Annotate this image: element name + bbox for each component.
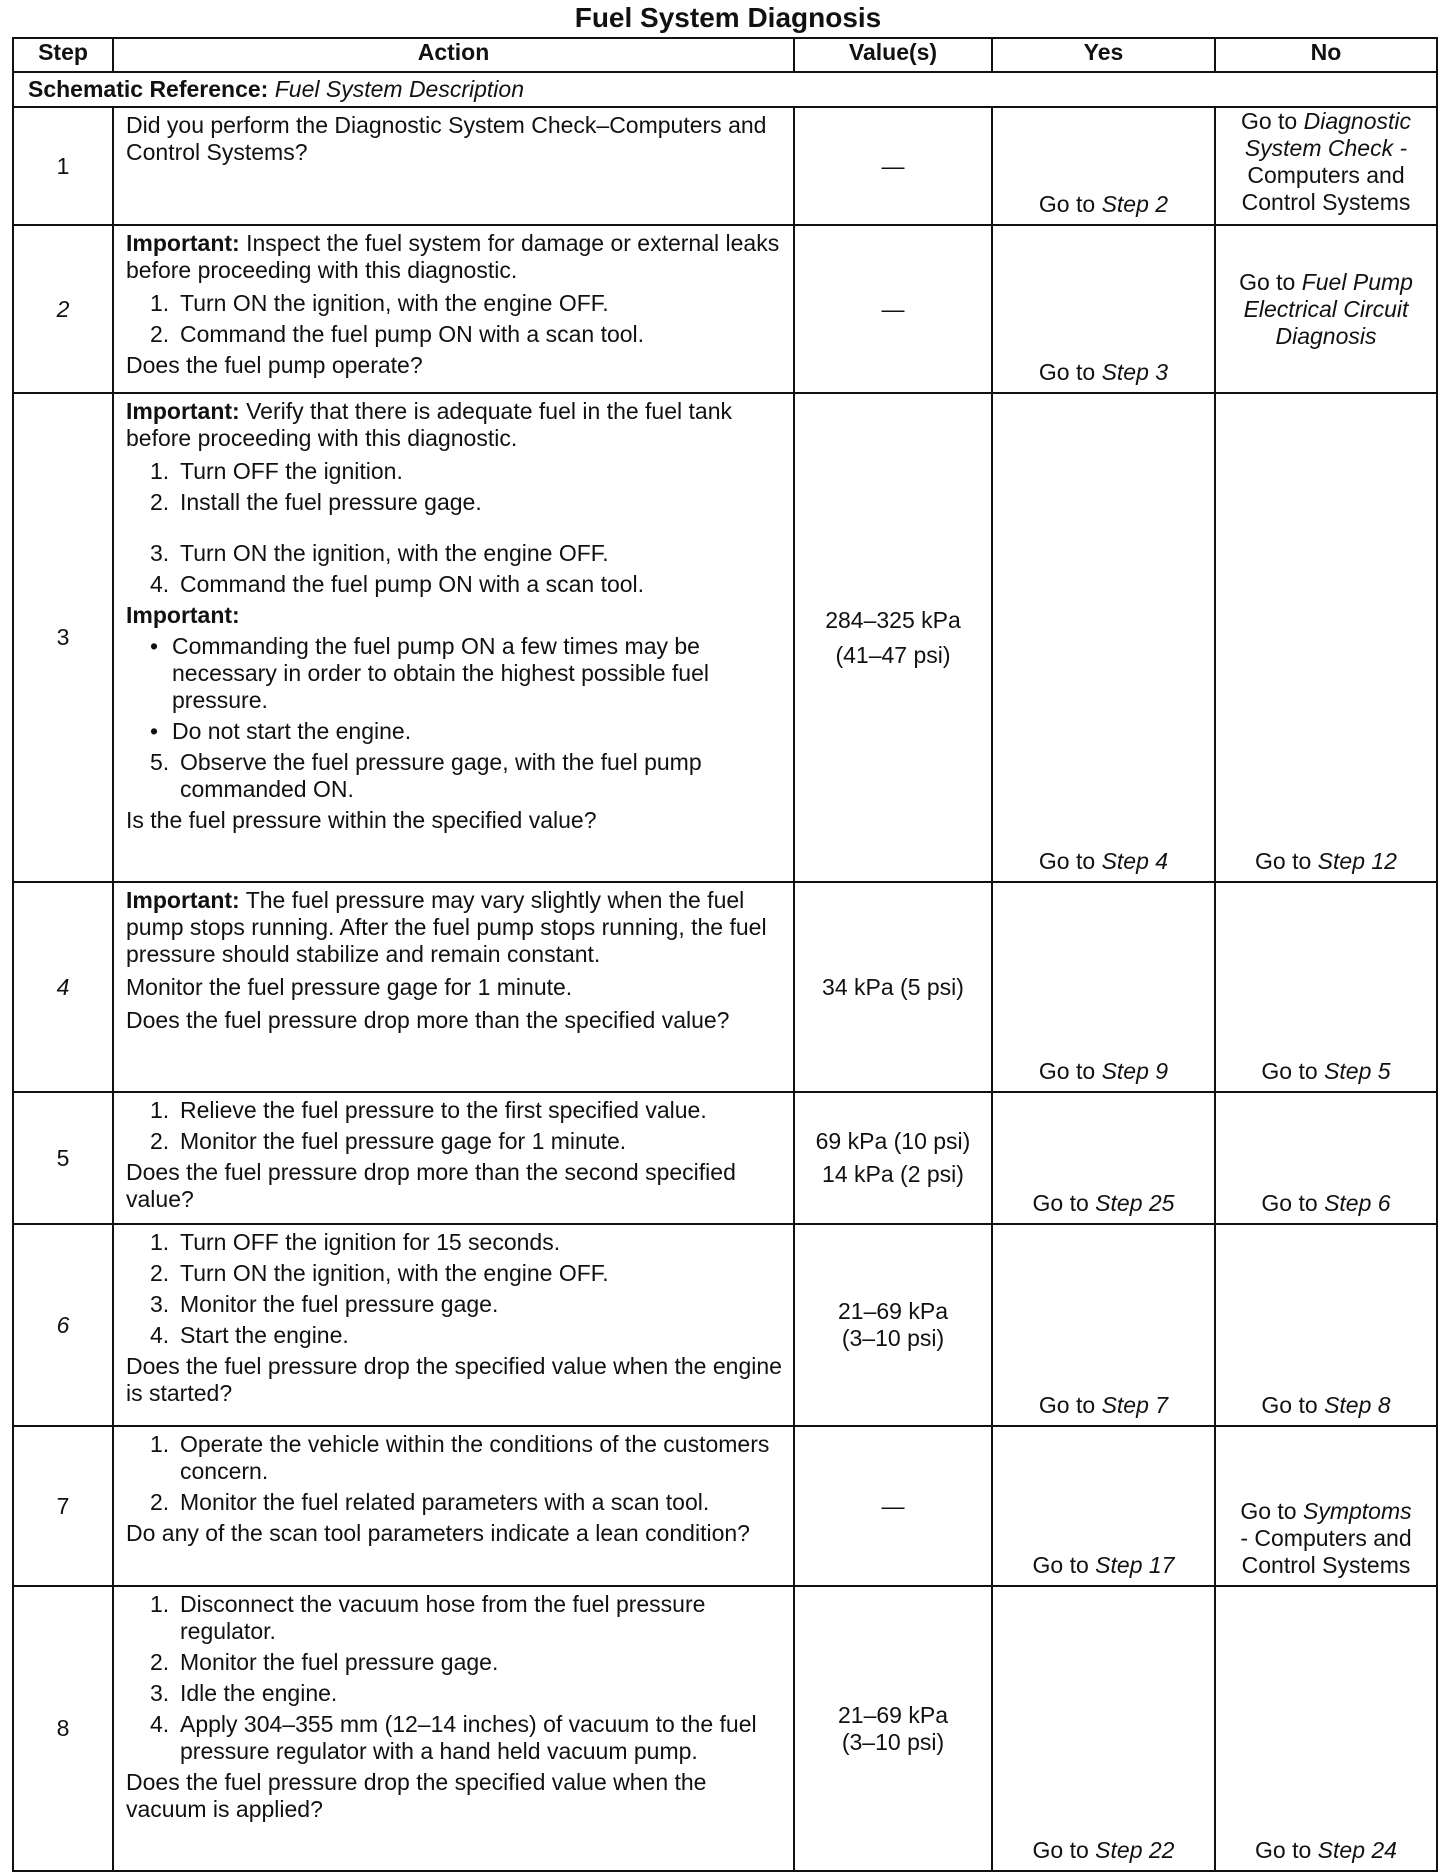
schematic-reference [13, 72, 1437, 107]
schematic-label: Schematic Reference: [28, 76, 269, 102]
list-item-text: Turn OFF the ignition. [180, 458, 403, 484]
no-link[interactable]: Step 8 [1324, 1392, 1391, 1418]
table-row [13, 225, 1437, 393]
go-to-label: Go to [1038, 359, 1096, 385]
important-label: Important: [126, 602, 240, 628]
no-cell [1215, 393, 1437, 882]
go-to-label: Go to [1240, 1498, 1297, 1524]
yes-cell [992, 1224, 1215, 1426]
step-number: 8 [13, 1586, 113, 1871]
yes-link[interactable]: Step 17 [1095, 1552, 1175, 1578]
go-to-label: Go to [1261, 1392, 1318, 1418]
yes-link[interactable]: Step 9 [1101, 1058, 1169, 1084]
table-row [13, 882, 1437, 1092]
value-cell: — [794, 225, 992, 393]
step-number-text: 6 [56, 1311, 70, 1338]
list-item-text: Apply 304–355 mm (12–14 inches) of vacuum to the fuel pressure regulator with a hand held vacuum pump. [180, 1711, 757, 1764]
list-item-text: Turn OFF the ignition for 15 seconds. [180, 1229, 561, 1255]
yes-link[interactable]: Step 3 [1101, 359, 1169, 385]
action-cell [113, 1092, 794, 1224]
list-item: 1. Relieve the fuel pressure to the first specified value. [150, 1097, 707, 1123]
no-link[interactable]: Step 5 [1324, 1058, 1391, 1084]
list-item: 3. Turn ON the ignition, with the engine OFF. [150, 540, 609, 566]
no-link[interactable]: Step 12 [1317, 848, 1397, 874]
list-item: 2. Monitor the fuel pressure gage. [150, 1649, 499, 1675]
list-item-text: Start the engine. [180, 1322, 349, 1348]
no-cell [1215, 1092, 1437, 1224]
go-to-label: Go to [1038, 1058, 1096, 1084]
value-secondary: (3–10 psi) [841, 1728, 945, 1755]
list-item-text: Disconnect the vacuum hose from the fuel pressure regulator. [180, 1591, 706, 1644]
step-number: 1 [13, 107, 113, 225]
value-cell [794, 1092, 992, 1224]
header-no: No [1215, 38, 1437, 72]
value-cell: 34 kPa (5 psi) [794, 882, 992, 1092]
list-item: 2. Monitor the fuel related parameters with a scan tool. [150, 1489, 710, 1515]
bullet-item: • Do not start the engine. [150, 718, 412, 744]
instruction-text: Monitor the fuel pressure gage for 1 minute. [126, 974, 573, 1000]
go-to-label: Go to [1038, 848, 1096, 874]
go-to-label: Go to [1032, 1552, 1089, 1578]
question: Do any of the scan tool parameters indicate a lean condition? [126, 1520, 750, 1546]
list-item-text: Relieve the fuel pressure to the first specified value. [180, 1097, 707, 1123]
header-action: Action [113, 38, 794, 72]
step-number-text: 4 [56, 973, 70, 1000]
page-title: Fuel System Diagnosis [574, 2, 882, 33]
no-link[interactable]: Step 24 [1317, 1837, 1397, 1863]
no-cell [1215, 882, 1437, 1092]
important-note [126, 887, 783, 968]
important-note [126, 230, 783, 284]
step-number-text: 2 [56, 295, 70, 322]
list-item: 2. Install the fuel pressure gage. [150, 489, 482, 515]
step-number [13, 882, 113, 1092]
go-to-label: Go to [1038, 1392, 1096, 1418]
question: Is the fuel pressure within the specified value? [126, 807, 597, 833]
no-cell [1215, 107, 1437, 225]
header-values: Value(s) [794, 38, 992, 72]
list-item: 1. Disconnect the vacuum hose from the fuel pressure regulator. [150, 1591, 783, 1645]
step-number [13, 1224, 113, 1426]
list-item-text: Install the fuel pressure gage. [180, 489, 482, 515]
question: Did you perform the Diagnostic System Check–Computers and Control Systems? [126, 112, 767, 165]
list-item: 3. Monitor the fuel pressure gage. [150, 1291, 499, 1317]
yes-link[interactable]: Step 7 [1101, 1392, 1169, 1418]
question: Does the fuel pressure drop the specified value when the engine is started? [126, 1353, 782, 1406]
list-item: 1. Turn OFF the ignition. [150, 458, 403, 484]
yes-link[interactable]: Step 25 [1095, 1190, 1175, 1216]
list-item-text: Monitor the fuel pressure gage. [180, 1649, 499, 1675]
list-item-text: Monitor the fuel pressure gage. [180, 1291, 499, 1317]
header-row [13, 38, 1437, 72]
bullet-text: Commanding the fuel pump ON a few times may be necessary in order to obtain the highest possible fuel pressure. [172, 633, 709, 713]
step-number: 3 [13, 393, 113, 882]
no-text: Computers and Control Systems [1241, 162, 1411, 215]
value-secondary: (41–47 psi) [835, 641, 951, 668]
go-to-label: Go to [1255, 1837, 1312, 1863]
list-item-text: Observe the fuel pressure gage, with the fuel pump commanded ON. [180, 749, 702, 802]
yes-link[interactable]: Step 22 [1095, 1837, 1175, 1863]
list-item-text: Turn ON the ignition, with the engine OFF. [180, 540, 609, 566]
action-cell [113, 107, 794, 225]
list-item-text: Monitor the fuel pressure gage for 1 minute. [180, 1128, 627, 1154]
bullet-item: • Commanding the fuel pump ON a few times may be necessary in order to obtain the highest possible fuel pressure. [150, 633, 783, 714]
action-cell [113, 882, 794, 1092]
list-item: 2. Monitor the fuel pressure gage for 1 minute. [150, 1128, 627, 1154]
value-cell [794, 1224, 992, 1426]
list-item: 1. Turn ON the ignition, with the engine OFF. [150, 290, 609, 316]
schematic-row [13, 72, 1437, 107]
table-row [13, 107, 1437, 225]
question: Does the fuel pressure drop more than the specified value? [126, 1007, 730, 1033]
go-to-label: Go to [1038, 191, 1096, 217]
yes-cell [992, 107, 1215, 225]
important-label: Important: [126, 887, 240, 913]
list-item: 4. Command the fuel pump ON with a scan tool. [150, 571, 645, 597]
list-item-text: Command the fuel pump ON with a scan tool. [180, 321, 645, 347]
table-row [13, 393, 1437, 882]
list-item: 4. Apply 304–355 mm (12–14 inches) of vacuum to the fuel pressure regulator with a hand held vacuum pump. [150, 1711, 783, 1765]
list-item: 2. Turn ON the ignition, with the engine OFF. [150, 1260, 609, 1286]
table-row [13, 1092, 1437, 1224]
list-item: 4. Start the engine. [150, 1322, 349, 1348]
value-secondary: (3–10 psi) [841, 1325, 945, 1351]
go-to-label: Go to [1239, 268, 1296, 295]
list-item-text: Operate the vehicle within the conditions of the customers concern. [180, 1431, 770, 1484]
important-note [126, 398, 783, 452]
no-cell [1215, 1586, 1437, 1871]
action-cell [113, 1224, 794, 1426]
diagnosis-table [12, 37, 1438, 1872]
go-to-label: Go to [1261, 1190, 1318, 1216]
list-item-text: Monitor the fuel related parameters with a scan tool. [180, 1489, 710, 1515]
no-link[interactable]: Fuel Pump Electrical Circuit Diagnosis [1243, 268, 1413, 349]
go-to-label: Go to [1032, 1190, 1089, 1216]
important-text: Inspect the fuel system for damage or external leaks before proceeding with this diagnostic. [126, 230, 780, 283]
step-number [13, 225, 113, 393]
value-primary: 69 kPa (10 psi) [815, 1128, 971, 1154]
list-item-text: Turn ON the ignition, with the engine OFF. [180, 1260, 609, 1286]
go-to-label: Go to [1255, 848, 1312, 874]
yes-link[interactable]: Step 4 [1101, 848, 1169, 874]
yes-cell [992, 1092, 1215, 1224]
list-item: 1. Turn OFF the ignition for 15 seconds. [150, 1229, 561, 1255]
go-to-label: Go to [1240, 108, 1298, 134]
list-item-text: Idle the engine. [180, 1680, 338, 1706]
table-row [13, 1586, 1437, 1871]
list-item: 5. Observe the fuel pressure gage, with the fuel pump commanded ON. [150, 749, 783, 803]
step-number: 5 [13, 1092, 113, 1224]
value-primary: 284–325 kPa [825, 606, 961, 633]
action-cell [113, 1426, 794, 1586]
question: Does the fuel pressure drop more than the second specified value? [126, 1159, 736, 1212]
yes-cell [992, 1586, 1215, 1871]
value-cell: — [794, 107, 992, 225]
yes-cell [992, 1426, 1215, 1586]
important-label: Important: [126, 230, 240, 256]
table-row [13, 1426, 1437, 1586]
value-cell [794, 1586, 992, 1871]
important-text: The fuel pressure may vary slightly when the fuel pump stops running. After the fuel pump stops running, the fuel pressure should stabilize and remain constant. [126, 887, 767, 967]
yes-cell [992, 225, 1215, 393]
action-cell [113, 225, 794, 393]
no-link[interactable]: Diagnostic System Check - [1244, 108, 1412, 161]
question: Does the fuel pressure drop the specified value when the vacuum is applied? [126, 1769, 707, 1822]
yes-link[interactable]: Step 2 [1101, 191, 1169, 217]
no-cell [1215, 1224, 1437, 1426]
step-number: 7 [13, 1426, 113, 1586]
action-cell [113, 393, 794, 882]
value-primary: 21–69 kPa [838, 1701, 948, 1728]
value-secondary: 14 kPa (2 psi) [822, 1161, 964, 1187]
question: Does the fuel pump operate? [126, 352, 423, 378]
value-primary: 21–69 kPa [838, 1298, 948, 1324]
important-label: Important: [126, 398, 240, 424]
no-cell [1215, 1426, 1437, 1586]
no-link[interactable]: Step 6 [1324, 1190, 1391, 1216]
important-text: Verify that there is adequate fuel in the fuel tank before proceeding with this diagnostic. [126, 398, 732, 451]
bullet-text: Do not start the engine. [172, 718, 412, 744]
no-link[interactable]: Symptoms [1303, 1498, 1412, 1524]
list-item: 1. Operate the vehicle within the conditions of the customers concern. [150, 1431, 783, 1485]
no-text: - Computers and Control Systems [1240, 1525, 1412, 1578]
yes-cell [992, 393, 1215, 882]
go-to-label: Go to [1032, 1837, 1089, 1863]
list-item: 2. Command the fuel pump ON with a scan tool. [150, 321, 645, 347]
list-item-text: Turn ON the ignition, with the engine OFF. [180, 290, 609, 316]
value-cell: — [794, 1426, 992, 1586]
value-cell [794, 393, 992, 882]
schematic-link[interactable]: Fuel System Description [274, 76, 524, 102]
no-cell [1215, 225, 1437, 393]
action-cell [113, 1586, 794, 1871]
list-item-text: Command the fuel pump ON with a scan tool. [180, 571, 645, 597]
header-step: Step [13, 38, 113, 72]
table-row [13, 1224, 1437, 1426]
go-to-label: Go to [1261, 1058, 1318, 1084]
header-yes: Yes [992, 38, 1215, 72]
yes-cell [992, 882, 1215, 1092]
list-item: 3. Idle the engine. [150, 1680, 338, 1706]
